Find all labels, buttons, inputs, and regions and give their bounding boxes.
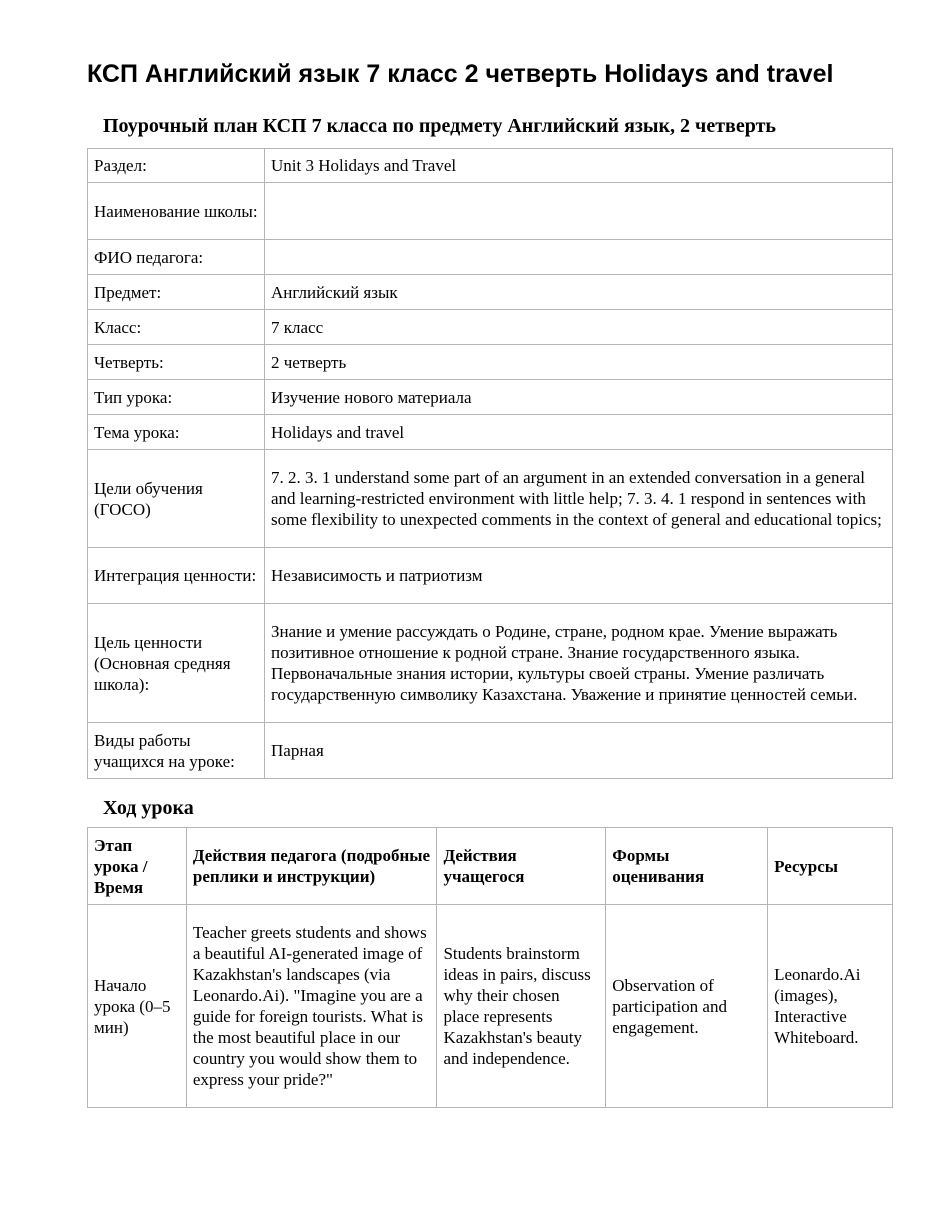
table-row <box>88 149 893 183</box>
info-value: 7 класс <box>265 310 893 345</box>
table-row <box>88 275 893 310</box>
column-header-resources: Ресурсы <box>768 828 893 905</box>
document-page <box>87 58 893 1108</box>
table-row <box>88 548 893 604</box>
info-value: Английский язык <box>265 275 893 310</box>
table-row <box>88 905 893 1108</box>
lesson-flow-table <box>87 827 893 1108</box>
assessment-cell: Observation of participation and engagement. <box>606 905 768 1108</box>
table-row <box>88 380 893 415</box>
lesson-plan-subtitle: Поурочный план КСП 7 класса по предмету Английский язык, 2 четверть <box>103 115 776 137</box>
table-row <box>88 183 893 240</box>
info-label: Цель ценности (Основная средняя школа): <box>88 604 265 723</box>
table-row <box>88 345 893 380</box>
column-header-assessment: Формы оценивания <box>606 828 768 905</box>
table-row <box>88 604 893 723</box>
lesson-info-table <box>87 148 893 779</box>
info-label: Интеграция ценности: <box>88 548 265 604</box>
info-label: Предмет: <box>88 275 265 310</box>
info-label: Раздел: <box>88 149 265 183</box>
info-value: 7. 2. 3. 1 understand some part of an argument in an extended conversation in a general and learning-restricted environment with little help; 7. 3. 4. 1 respond in sentences with some flexibility to unexpected comments in the context of general and educational topics; <box>265 450 893 548</box>
table-row <box>88 450 893 548</box>
info-label: Наименование школы: <box>88 183 265 240</box>
info-value: Знание и умение рассуждать о Родине, стране, родном крае. Умение выражать позитивное отношение к родной стране. Знание государственного языка. Первоначальные знания истории, культуры своей страны. Умение различать государственную символику Казахстана. Уважение и принятие ценностей семьи. <box>265 604 893 723</box>
teacher-actions-cell: Teacher greets students and shows a beautiful AI-generated image of Kazakhstan's landscapes (via Leonardo.Ai). "Imagine you are a guide for foreign tourists. What is the most beautiful place in our country you would show them to express your pride?" <box>186 905 437 1108</box>
table-row <box>88 310 893 345</box>
info-value: Изучение нового материала <box>265 380 893 415</box>
info-label: Четверть: <box>88 345 265 380</box>
info-label: Виды работы учащихся на уроке: <box>88 723 265 779</box>
info-value: Holidays and travel <box>265 415 893 450</box>
column-header-stage: Этап урока / Время <box>88 828 187 905</box>
table-row <box>88 240 893 275</box>
info-label: Тип урока: <box>88 380 265 415</box>
table-row <box>88 723 893 779</box>
info-label: Класс: <box>88 310 265 345</box>
info-value: Unit 3 Holidays and Travel <box>265 149 893 183</box>
stage-cell: Начало урока (0–5 мин) <box>88 905 187 1108</box>
info-label: ФИО педагога: <box>88 240 265 275</box>
info-label: Тема урока: <box>88 415 265 450</box>
column-header-teacher-actions: Действия педагога (подробные реплики и инструкции) <box>186 828 437 905</box>
column-header-student-actions: Действия учащегося <box>437 828 606 905</box>
info-value: Парная <box>265 723 893 779</box>
resources-cell: Leonardo.Ai (images), Interactive Whiteboard. <box>768 905 893 1108</box>
info-value <box>265 183 893 240</box>
table-row <box>88 415 893 450</box>
info-value: Независимость и патриотизм <box>265 548 893 604</box>
info-value: 2 четверть <box>265 345 893 380</box>
student-actions-cell: Students brainstorm ideas in pairs, discuss why their chosen place represents Kazakhstan's beauty and independence. <box>437 905 606 1108</box>
lesson-flow-heading: Ход урока <box>103 797 194 819</box>
table-header-row <box>88 828 893 905</box>
info-label: Цели обучения (ГОСО) <box>88 450 265 548</box>
document-title: КСП Английский язык 7 класс 2 четверть Holidays and travel <box>87 60 834 88</box>
info-value <box>265 240 893 275</box>
